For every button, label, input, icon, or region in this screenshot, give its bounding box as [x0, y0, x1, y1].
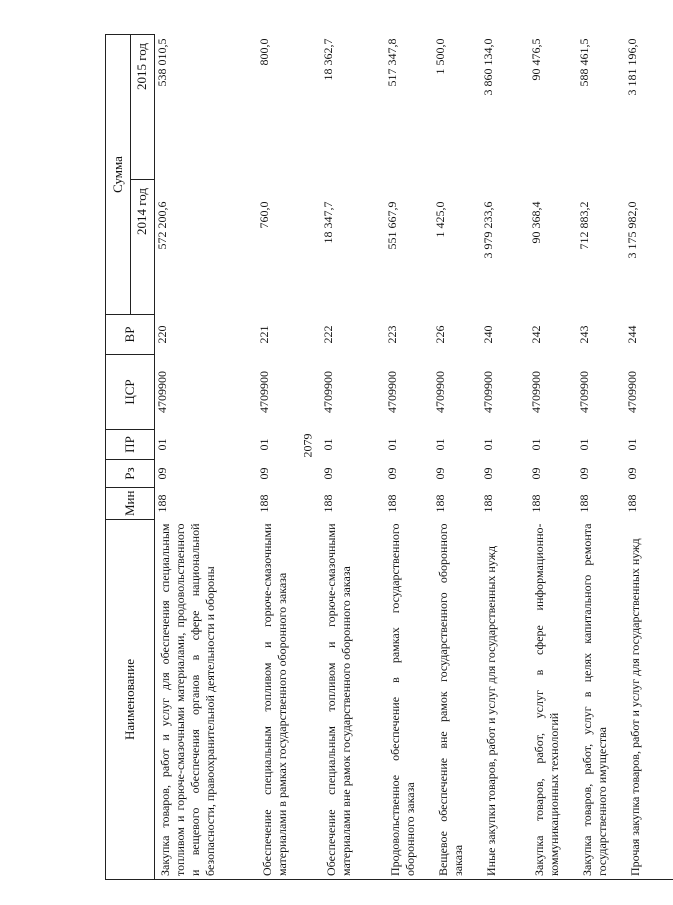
row-sum-2015: 588 461,5 [577, 38, 591, 87]
row-sum-2015: 800,0 [257, 38, 271, 66]
row-vr: 244 [625, 325, 639, 344]
row-name: Вещевое обеспечение вне рамок государственного оборонного заказа [433, 520, 481, 880]
row-sum-2015: 538 010,5 [155, 38, 169, 87]
row-sum-2015: 517 347,8 [385, 38, 399, 87]
row-sum-2015: 18 362,7 [321, 38, 335, 81]
row-pr: 01 [321, 438, 335, 451]
table-row [433, 35, 481, 880]
row-min: 188 [385, 494, 399, 513]
row-pr: 01 [481, 438, 495, 451]
row-rz: 09 [529, 467, 543, 480]
row-min: 188 [433, 494, 447, 513]
row-name: Продовольственное обеспечение в рамках государственного оборонного заказа [385, 520, 433, 880]
row-pr: 01 [433, 438, 447, 451]
row-rz: 09 [433, 467, 447, 480]
table-row [257, 35, 321, 880]
row-name: Прочая закупка товаров, работ и услуг для государственных нужд [625, 520, 673, 880]
row-min: 188 [321, 494, 335, 513]
row-csr: 4709900 [385, 371, 399, 413]
row-vr: 240 [481, 325, 495, 344]
header-rz: Рз [106, 460, 155, 488]
header-min: Мин [106, 488, 155, 520]
row-sum-2014: 3 175 982,0 [625, 201, 639, 259]
row-rz: 09 [625, 467, 639, 480]
row-csr: 4709900 [257, 371, 271, 413]
row-name: Закупка товаров, работ, услуг в целях капитального ремонта государственного имущества [577, 520, 625, 880]
row-pr: 01 [529, 438, 543, 451]
table-row [577, 35, 625, 880]
table-row [529, 35, 577, 880]
row-csr: 4709900 [625, 371, 639, 413]
row-min: 188 [481, 494, 495, 513]
row-min: 188 [155, 494, 169, 513]
row-csr: 4709900 [433, 371, 447, 413]
row-name: Закупка товаров, работ и услуг для обеспечения специальным топливом и горюче-смазочными материалами, продовольственного и вещевого обеспечения органов в сфере национальной безопасности, правоохранительной деятельности и обороны [155, 520, 258, 880]
header-sum: Сумма [106, 35, 131, 315]
row-vr: 220 [155, 325, 169, 344]
row-min: 188 [577, 494, 591, 513]
row-sum-2015: 1 500,0 [433, 38, 447, 75]
row-pr: 01 [155, 438, 169, 451]
header-year-2014: 2014 год [130, 180, 155, 315]
row-min: 188 [625, 494, 639, 513]
header-vr: ВР [106, 315, 155, 355]
row-sum-2015: 90 476,5 [529, 38, 543, 81]
row-rz: 09 [321, 467, 335, 480]
row-rz: 09 [577, 467, 591, 480]
row-sum-2014: 712 883,2 [577, 201, 591, 250]
row-pr: 01 [577, 438, 591, 451]
row-vr: 222 [321, 325, 335, 344]
table-row [155, 35, 258, 880]
page-number: 2079 [300, 433, 315, 458]
row-sum-2014: 760,0 [257, 201, 271, 229]
row-sum-2014: 90 368,4 [529, 201, 543, 244]
row-pr: 01 [625, 438, 639, 451]
row-pr: 01 [385, 438, 399, 451]
row-vr: 226 [433, 325, 447, 344]
row-csr: 4709900 [155, 371, 169, 413]
table-row [385, 35, 433, 880]
row-pr: 01 [257, 438, 271, 451]
table-body [155, 35, 673, 880]
header-pr: ПР [106, 430, 155, 460]
row-sum-2015: 3 860 134,0 [481, 38, 495, 96]
row-name: Иные закупки товаров, работ и услуг для государственных нужд [481, 520, 529, 880]
row-name: Обеспечение специальным топливом и горюче-смазочными материалами вне рамок государственного оборонного заказа [321, 520, 385, 880]
row-csr: 4709900 [481, 371, 495, 413]
table-row [481, 35, 529, 880]
row-min: 188 [529, 494, 543, 513]
row-name: Закупка товаров, работ, услуг в сфере информационно-коммуникационных технологий [529, 520, 577, 880]
row-sum-2014: 572 200,6 [155, 201, 169, 250]
row-csr: 4709900 [321, 371, 335, 413]
row-rz: 09 [385, 467, 399, 480]
row-vr: 223 [385, 325, 399, 344]
row-rz: 09 [481, 467, 495, 480]
table-row [321, 35, 385, 880]
header-name: Наименование [106, 520, 155, 880]
row-csr: 4709900 [577, 371, 591, 413]
row-sum-2014: 551 667,9 [385, 201, 399, 250]
row-sum-2015: 3 181 196,0 [625, 38, 639, 96]
header-csr: ЦСР [106, 355, 155, 430]
row-vr: 243 [577, 325, 591, 344]
row-sum-2014: 18 347,7 [321, 201, 335, 244]
row-sum-2014: 1 425,0 [433, 201, 447, 238]
table-row [625, 35, 673, 880]
header-year-2015: 2015 год [130, 35, 155, 180]
row-min: 188 [257, 494, 271, 513]
row-rz: 09 [257, 467, 271, 480]
row-csr: 4709900 [529, 371, 543, 413]
row-vr: 221 [257, 325, 271, 344]
table-header [106, 35, 155, 880]
row-name: Обеспечение специальным топливом и горюче-смазочными материалами в рамках государственного оборонного заказа [257, 520, 321, 880]
row-rz: 09 [155, 467, 169, 480]
budget-table-sheet [105, 35, 642, 880]
row-sum-2014: 3 979 233,6 [481, 201, 495, 259]
budget-table [105, 34, 673, 880]
row-vr: 242 [529, 325, 543, 344]
